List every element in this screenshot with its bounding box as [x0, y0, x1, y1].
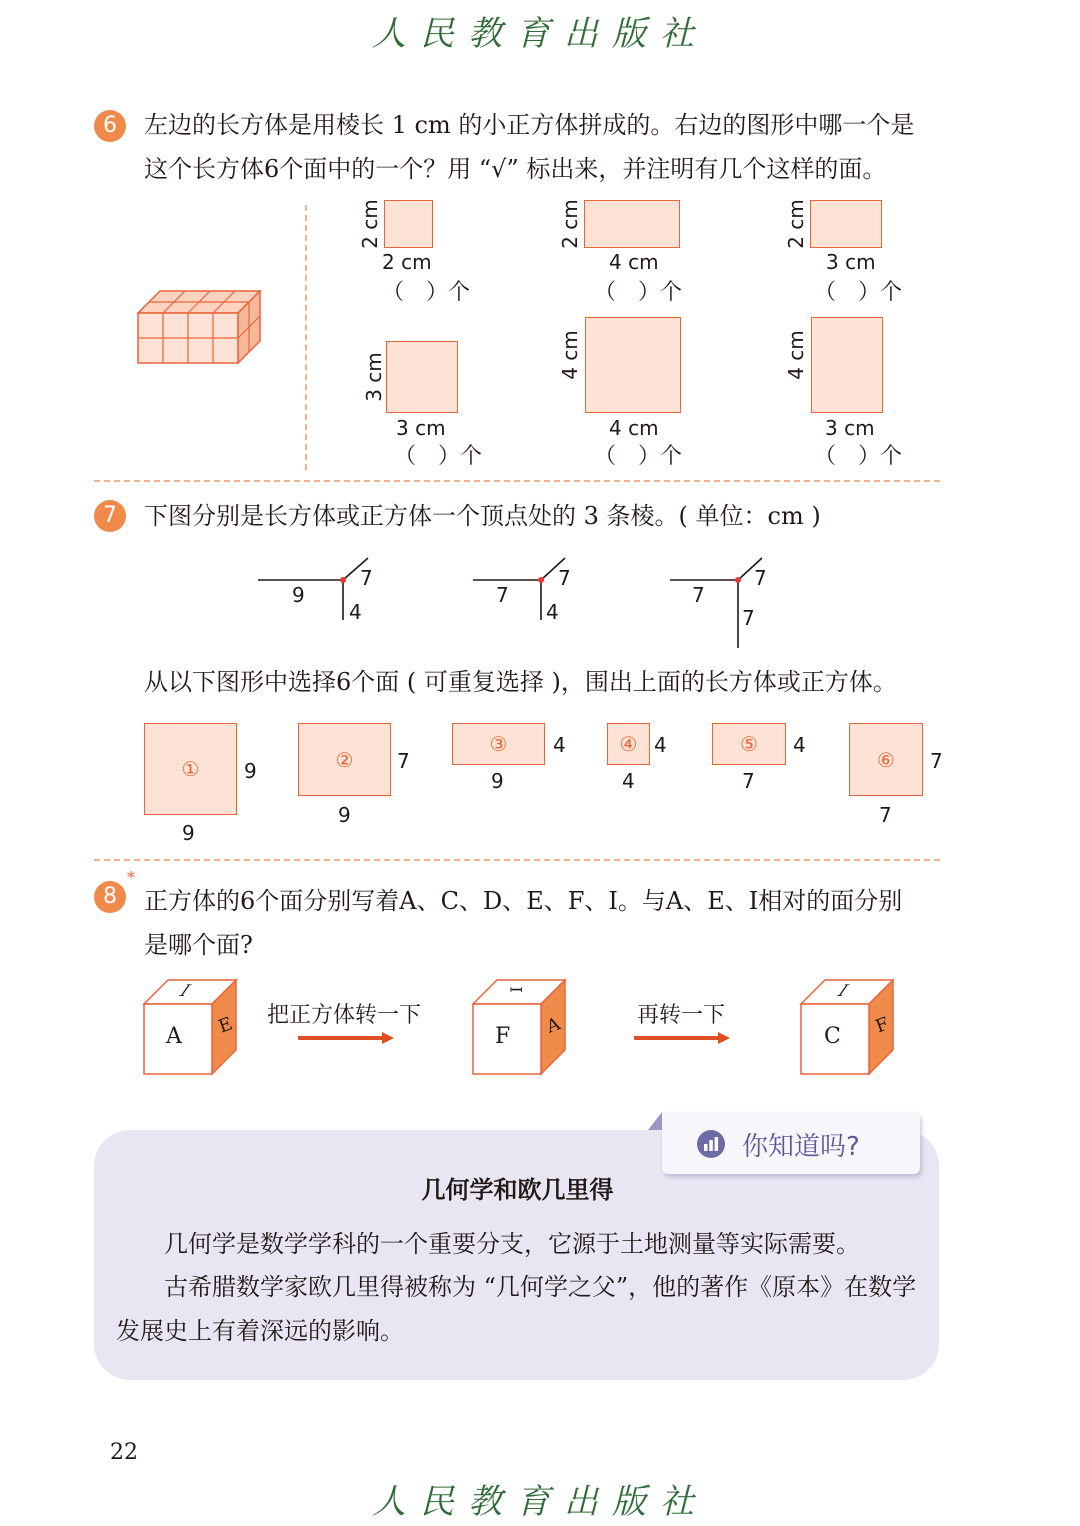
q7-shape-3-side: 4	[553, 733, 566, 757]
q7-v1-left: 9	[292, 583, 305, 607]
q7-v2-diag: 7	[558, 566, 571, 590]
q7-shape-3-id: ③	[489, 732, 508, 756]
q6-face-1-height: 2 cm	[358, 199, 382, 249]
q7-text: 下图分别是长方体或正方体一个顶点处的 3 条棱。( 单位：cm )	[144, 502, 821, 530]
q8-arrow-2-label: 再转一下	[637, 1003, 726, 1028]
q7-shape-2-bottom: 9	[338, 803, 351, 827]
q7-shape-6-id: ⑥	[877, 748, 895, 772]
q8-text-line1: 正方体的6个面分别写着A、C、D、E、F、I。与A、E、I相对的面分别	[144, 887, 903, 915]
q7-v2-left: 7	[496, 583, 509, 607]
info-line-1: 几何学是数学学科的一个重要分支，它源于土地测量等实际需要。	[164, 1230, 860, 1258]
q6-face-3-width: 3 cm	[826, 250, 876, 274]
section-divider-1	[94, 480, 940, 482]
q6-face-3	[810, 200, 882, 248]
q7-shape-3-bottom: 9	[491, 769, 504, 793]
q7-shape-4-bottom: 4	[622, 769, 635, 793]
q6-face-5-answer[interactable]: （ ）个	[594, 444, 683, 469]
q7-shape-5-bottom: 7	[742, 769, 755, 793]
q7-shape-1-side: 9	[244, 759, 257, 783]
question-8-badge: 8	[94, 881, 126, 913]
bar-chart-icon	[696, 1129, 726, 1159]
q6-face-6-answer[interactable]: （ ）个	[814, 444, 903, 469]
q7-v3-left: 7	[692, 583, 705, 607]
q7-vertex-3	[662, 550, 802, 660]
q8-cube-3-side: F	[872, 1013, 892, 1038]
q6-face-2	[584, 200, 680, 248]
section-divider-2	[94, 859, 940, 861]
q8-cube-1-front: A	[166, 1024, 182, 1049]
q6-face-1-width: 2 cm	[382, 250, 432, 274]
q6-face-5-width: 4 cm	[609, 416, 659, 440]
q7-shape-5-side: 4	[793, 733, 806, 757]
q7-v1-diag: 7	[360, 566, 373, 590]
q6-face-4-height: 3 cm	[362, 352, 386, 402]
q7-shape-4-id: ④	[619, 732, 638, 756]
q6-face-2-height: 2 cm	[558, 199, 582, 249]
q6-text-line2: 这个长方体6个面中的一个？用 “√” 标出来，并注明有几个这样的面。	[144, 155, 887, 183]
q7-shape-1-bottom: 9	[182, 821, 195, 845]
q7-instruction: 从以下图形中选择6个面 ( 可重复选择 )，围出上面的长方体或正方体。	[144, 668, 897, 696]
q6-text-line1: 左边的长方体是用棱长 1 cm 的小正方体拼成的。右边的图形中哪一个是	[144, 111, 915, 139]
q7-v1-down: 4	[349, 600, 362, 624]
q8-cube-2-top: I	[506, 986, 526, 993]
q6-face-2-width: 4 cm	[609, 250, 659, 274]
q7-shape-6-side: 7	[930, 749, 943, 773]
q8-cube-1-top: I	[175, 981, 195, 1000]
question-7-badge: 7	[94, 500, 126, 532]
q7-vertex-2	[465, 550, 605, 630]
q8-cube-2-front: F	[495, 1024, 511, 1049]
q7-v3-diag: 7	[754, 566, 767, 590]
q6-face-4-width: 3 cm	[396, 416, 446, 440]
q6-divider	[305, 205, 307, 470]
q6-face-5	[585, 317, 681, 413]
page-number: 22	[110, 1440, 138, 1465]
q6-face-1	[384, 200, 433, 248]
q8-arrow-1-label: 把正方体转一下	[267, 1003, 422, 1028]
q6-face-6-height: 4 cm	[784, 330, 808, 380]
q6-face-3-answer[interactable]: （ ）个	[814, 280, 903, 305]
q7-shape-1-id: ①	[181, 757, 200, 781]
q8-cube-1-side: E	[215, 1013, 236, 1038]
q7-shape-5-id: ⑤	[740, 732, 758, 756]
q8-cube-3-top: I	[833, 981, 853, 1000]
q8-cube-2-side: A	[543, 1013, 564, 1038]
q6-face-6-width: 3 cm	[825, 416, 875, 440]
publisher-logo-header: 人民教育出版社	[372, 14, 708, 54]
q6-face-1-answer[interactable]: （ ）个	[382, 280, 471, 305]
q6-face-3-height: 2 cm	[784, 199, 808, 249]
q6-face-2-answer[interactable]: （ ）个	[594, 280, 683, 305]
publisher-logo-footer: 人民教育出版社	[372, 1482, 708, 1522]
q8-star: *	[127, 868, 135, 887]
info-line-2: 古希腊数学家欧几里得被称为 “几何学之父”，他的著作《原本》在数学	[164, 1273, 917, 1301]
q6-face-6	[811, 317, 883, 413]
q6-face-4-answer[interactable]: （ ）个	[394, 444, 483, 469]
q8-arrow-1	[298, 1030, 398, 1046]
q6-face-5-height: 4 cm	[558, 330, 582, 380]
info-line-3: 发展史上有着深远的影响。	[116, 1317, 404, 1345]
info-title: 几何学和欧几里得	[421, 1175, 614, 1204]
cuboid-illustration	[130, 283, 270, 373]
q8-arrow-2	[634, 1030, 734, 1046]
q7-shape-4-side: 4	[654, 733, 667, 757]
q7-vertex-1	[250, 550, 390, 630]
q8-text-line2: 是哪个面?	[144, 931, 253, 959]
question-6-badge: 6	[94, 110, 126, 142]
q7-v2-down: 4	[546, 600, 559, 624]
q6-face-4	[386, 341, 458, 413]
q8-cube-3-front: C	[824, 1024, 841, 1049]
q7-shape-6-bottom: 7	[879, 803, 892, 827]
q7-shape-2-id: ②	[335, 748, 354, 772]
q7-v3-down: 7	[742, 606, 755, 630]
q7-shape-2-side: 7	[397, 749, 410, 773]
info-tab-label: 你知道吗?	[742, 1132, 860, 1162]
